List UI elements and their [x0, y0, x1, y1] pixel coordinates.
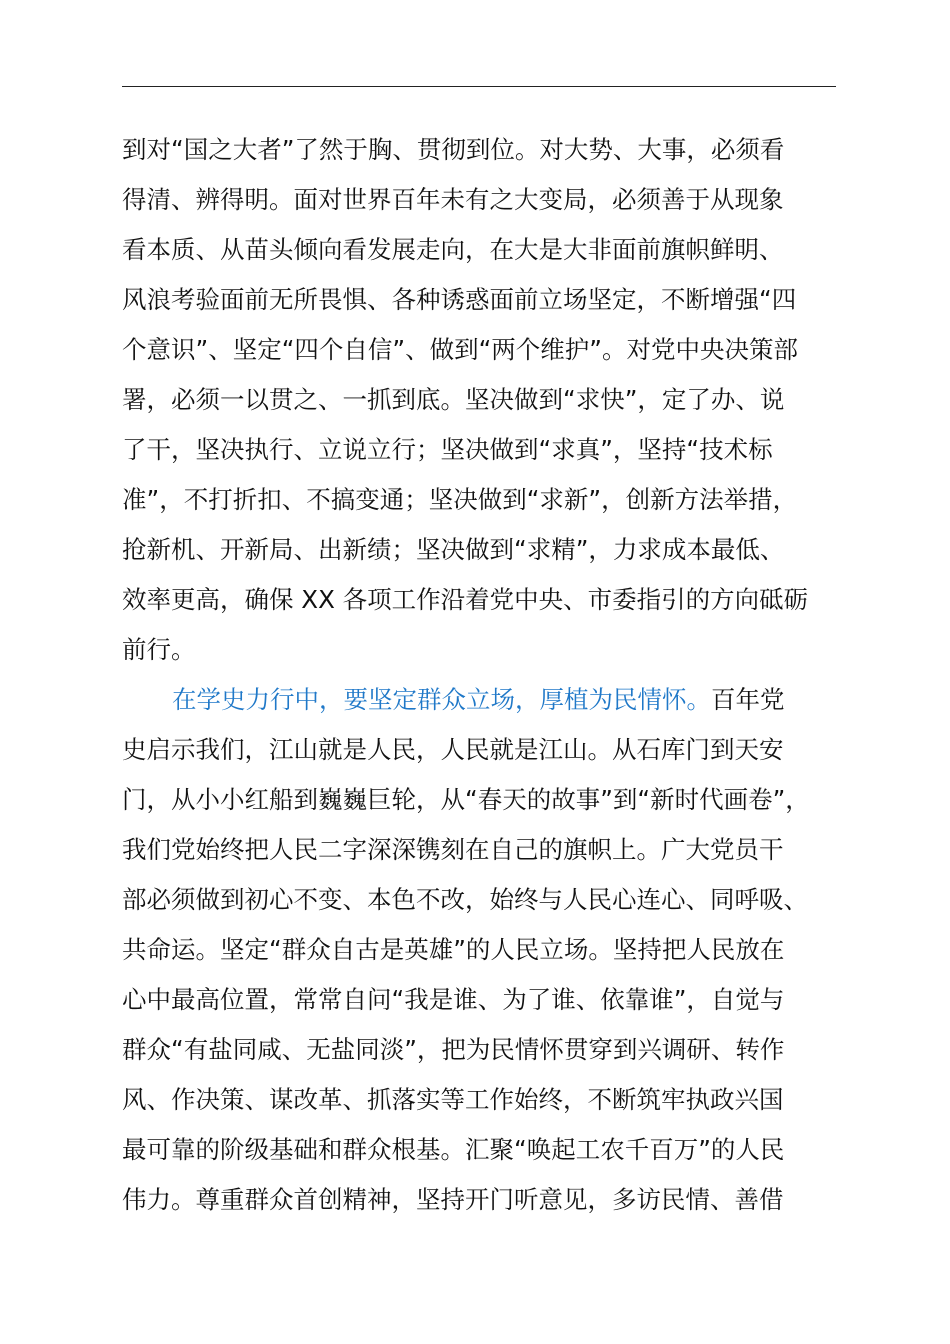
text-line: 到对“国之大者”了然于胸、贯彻到位。对大势、大事，必须看 — [122, 135, 785, 164]
text-line: 效率更高，确保 XX 各项工作沿着党中央、市委指引的方向砥砺 — [122, 585, 809, 614]
text-line: 心中最高位置，常常自问“我是谁、为了谁、依靠谁”，自觉与 — [122, 985, 785, 1014]
text-line: 门，从小小红船到巍巍巨轮，从“春天的故事”到“新时代画卷”， — [122, 785, 810, 814]
text-line: 最可靠的阶级基础和群众根基。汇聚“唤起工农千百万”的人民 — [122, 1135, 785, 1164]
text-line: 前行。 — [122, 635, 196, 664]
text-line: 部必须做到初心不变、本色不改，始终与人民心连心、同呼吸、 — [122, 885, 808, 914]
text-line: 了干，坚决执行、立说立行；坚决做到“求真”，坚持“技术标 — [122, 435, 773, 464]
text-line: 风、作决策、谋改革、抓落实等工作始终，不断筑牢执政兴国 — [122, 1085, 784, 1114]
text-line: 看本质、从苗头倾向看发展走向，在大是大非面前旗帜鲜明、 — [122, 235, 784, 264]
text-line: 署，必须一以贯之、一抓到底。坚决做到“求快”，定了办、说 — [122, 385, 785, 414]
document-body — [122, 125, 846, 1225]
text-line: 得清、辨得明。面对世界百年未有之大变局，必须善于从现象 — [122, 185, 784, 214]
text-line: 史启示我们，江山就是人民，人民就是江山。从石库门到天安 — [122, 735, 784, 764]
text-line: 共命运。坚定“群众自古是英雄”的人民立场。坚持把人民放在 — [122, 935, 785, 964]
text-line: 准”，不打折扣、不搞变通；坚决做到“求新”，创新方法举措， — [122, 485, 798, 514]
section-heading: 在学史力行中，要坚定群众立场，厚植为民情怀。 — [172, 685, 711, 714]
section-first-line — [122, 675, 846, 725]
section-first-line-rest: 百年党 — [711, 685, 785, 714]
header-rule — [122, 86, 836, 87]
text-line: 伟力。尊重群众首创精神，坚持开门听意见，多访民情、善借 — [122, 1185, 784, 1214]
text-line: 风浪考验面前无所畏惧、各种诱惑面前立场坚定，不断增强“四 — [122, 285, 797, 314]
text-line: 抢新机、开新局、出新绩；坚决做到“求精”，力求成本最低、 — [122, 535, 785, 564]
text-line: 个意识”、坚定“四个自信”、做到“两个维护”。对党中央决策部 — [122, 335, 798, 364]
text-line: 我们党始终把人民二字深深镌刻在自己的旗帜上。广大党员干 — [122, 835, 784, 864]
text-line: 群众“有盐同咸、无盐同淡”，把为民情怀贯穿到兴调研、转作 — [122, 1035, 785, 1064]
